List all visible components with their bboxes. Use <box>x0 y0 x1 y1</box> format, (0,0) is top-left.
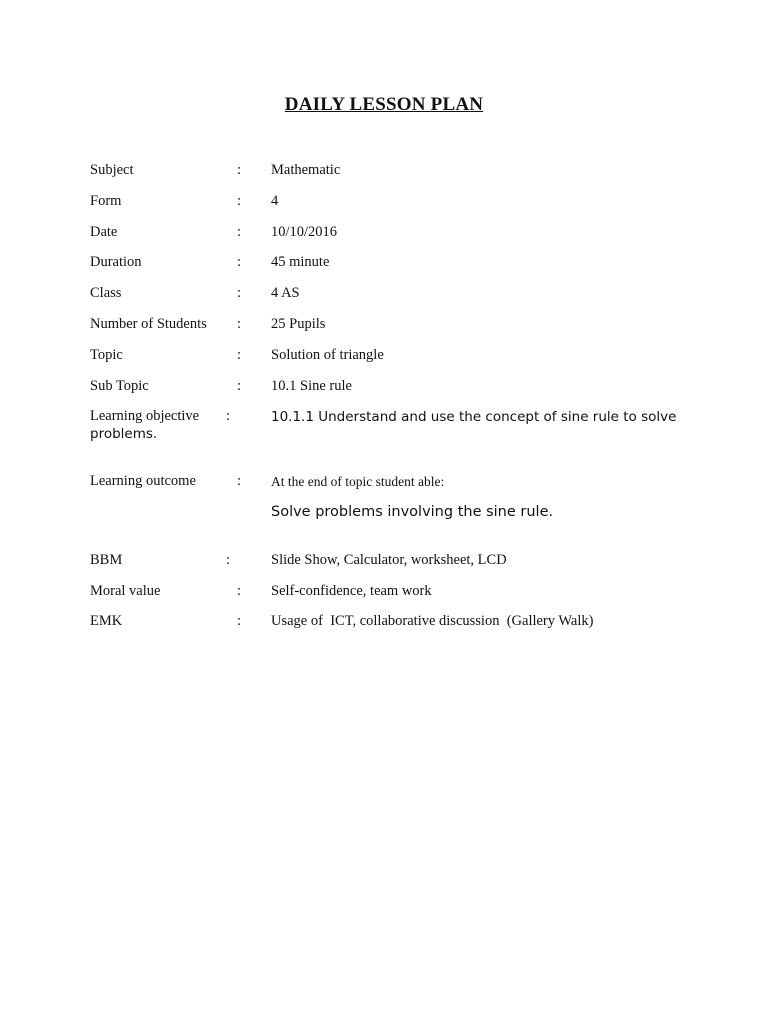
label-moral: Moral value <box>90 583 161 599</box>
page-title: DAILY LESSON PLAN <box>284 94 484 115</box>
label-objective: Learning objective <box>90 408 200 424</box>
value-subtopic: 10.1 Sine rule <box>271 378 352 394</box>
value-topic: Solution of triangle <box>271 347 384 363</box>
colon-subject: : <box>237 162 242 178</box>
value-moral: Self-confidence, team work <box>271 583 432 599</box>
colon-topic: : <box>237 347 242 363</box>
value-students: 25 Pupils <box>271 316 326 332</box>
colon-form: : <box>237 193 242 209</box>
label-topic: Topic <box>90 347 123 363</box>
colon-date: : <box>237 224 242 240</box>
colon-objective: : <box>226 408 231 424</box>
colon-subtopic: : <box>237 378 242 394</box>
value-objective: 10.1.1 Understand and use the concept of sine rule to solve <box>271 409 677 425</box>
colon-outcome: : <box>237 473 242 489</box>
label-subject: Subject <box>90 162 134 178</box>
value-emk: Usage of ICT, collaborative discussion (Gallery Walk) <box>271 613 594 629</box>
label-date: Date <box>90 224 118 240</box>
value-subject: Mathematic <box>271 162 341 178</box>
colon-class: : <box>237 285 242 301</box>
label-duration: Duration <box>90 254 142 270</box>
colon-duration: : <box>237 254 242 270</box>
value-objective-continuation: problems. <box>90 426 158 442</box>
colon-emk: : <box>237 613 242 629</box>
label-subtopic: Sub Topic <box>90 378 149 394</box>
value-bbm: Slide Show, Calculator, worksheet, LCD <box>271 552 507 568</box>
label-form: Form <box>90 193 122 209</box>
label-outcome: Learning outcome <box>90 473 196 489</box>
label-students: Number of Students <box>90 316 207 332</box>
value-class: 4 AS <box>271 285 300 301</box>
value-outcome-detail: Solve problems involving the sine rule. <box>271 504 554 520</box>
colon-students: : <box>237 316 242 332</box>
value-date: 10/10/2016 <box>271 224 338 240</box>
value-outcome: At the end of topic student able: <box>271 474 445 489</box>
value-form: 4 <box>271 193 279 209</box>
label-emk: EMK <box>90 613 123 629</box>
label-class: Class <box>90 285 122 301</box>
label-bbm: BBM <box>90 552 123 568</box>
value-duration: 45 minute <box>271 254 330 270</box>
colon-moral: : <box>237 583 242 599</box>
colon-bbm: : <box>226 552 231 568</box>
